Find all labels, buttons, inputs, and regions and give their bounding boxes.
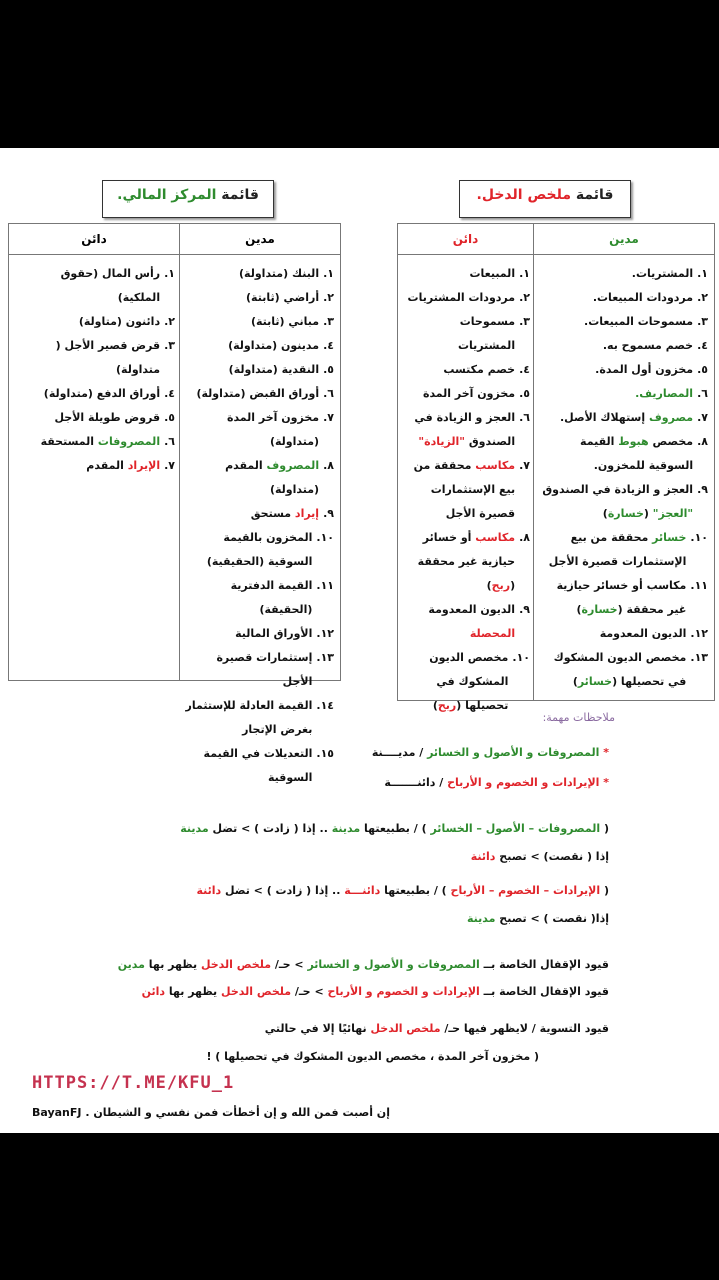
text-segment: خصم مسموح به. [602,339,694,352]
item-number: ٦. [697,387,708,400]
item-text [538,526,686,574]
list-item [185,406,334,454]
text-segment: مكاسب [475,531,516,544]
item-text [538,646,686,694]
text-segment: ) [602,507,608,520]
text-segment: ( [643,507,653,520]
item-number: ٨. [519,531,530,544]
list-item [538,262,708,286]
item-number: ١٠. [690,531,708,544]
position-title-highlight: المركز المالي. [117,187,217,203]
text-segment: القيمة الدفترية (الحقيقة) [230,579,313,616]
list-item [185,334,334,358]
item-number: ٥. [164,411,175,424]
text-segment: مدينة [467,912,496,925]
item-number: ٨. [697,435,708,448]
text-segment: دائن [141,985,166,998]
text-segment: مردودات المشتريات [407,291,516,304]
item-number: ٣. [519,315,530,328]
item-number: ٤. [519,363,530,376]
note-line [206,1050,539,1063]
item-text [404,646,508,718]
item-number: ٤. [697,339,708,352]
list-item [538,310,708,334]
text-segment: ) [576,603,582,616]
text-segment: مخزون أول المدة. [595,363,694,376]
text-segment: مكاسب [475,459,516,472]
item-text [404,454,515,526]
item-text [185,286,319,310]
list-item [538,406,708,430]
item-number: ٤. [164,387,175,400]
text-segment: مدينة [180,822,209,835]
text-segment: المستحقة [40,435,98,448]
text-segment: خسائر [577,675,613,688]
text-segment: دائنـــة [344,884,381,897]
item-number: ٥. [519,387,530,400]
text-segment: خسائر [652,531,687,544]
text-segment: ) [432,699,438,712]
note-line [196,884,609,897]
item-number: ٣. [697,315,708,328]
text-segment: ) [486,579,492,592]
text-segment: العجز و الزيادة في الصندوق [542,483,694,496]
text-segment: > حـ/ [291,985,328,998]
text-segment: الديون المعدومة [428,603,516,616]
item-text [404,262,515,286]
text-segment: مصروف [648,411,694,424]
text-segment: قيود الإقفال الخاصة بــ [479,985,609,998]
item-number: ١٥. [316,747,334,760]
text-segment: دائنة [196,884,222,897]
income-statement-title [459,180,631,218]
list-item [15,382,175,406]
text-segment: > حـ/ [271,958,308,971]
list-item [15,430,175,454]
list-item [185,454,334,502]
text-segment: دائنون (متاولة) [78,315,161,328]
text-segment: إذا ( نقصت) > تصبح [495,850,609,863]
text-segment: مخزون آخر المدة [422,387,516,400]
item-number: ١٠. [512,651,530,664]
item-number: ١١. [316,579,334,592]
item-number: ١٣. [316,651,334,664]
text-segment: مخزون آخر المدة (متداولة) [226,411,320,448]
list-item [404,526,530,598]
list-item [404,310,530,358]
text-segment: المحصلة [469,627,516,640]
list-item [404,454,530,526]
list-item [538,430,708,478]
note-line [118,958,609,971]
text-segment: مسموحات المبيعات. [584,315,694,328]
list-item [404,262,530,286]
text-segment: المصروف [266,459,320,472]
text-segment: مخصص الديون المشكوك في تحصيلها ( [429,651,509,712]
text-segment: النقدية (متداولة) [228,363,320,376]
item-text [15,430,160,454]
item-text [15,382,160,406]
text-segment: مستحق [250,507,295,520]
text-segment: ) [572,675,578,688]
list-item [15,310,175,334]
text-segment: المصروفات و الأصول و الخسائر [427,746,600,759]
text-segment: ) / بطبيعتها [360,822,431,835]
notes-title: ملاحظات مهمة: [542,711,615,724]
list-item [185,694,334,742]
item-text [404,598,515,646]
text-segment: مخصص الديون المشكوك في تحصيلها ( [553,651,687,688]
list-item [538,286,708,310]
item-text [15,262,160,310]
item-number: ٨. [323,459,334,472]
item-text [15,454,160,478]
income-title-highlight: ملخص الدخل. [476,187,572,203]
item-number: ٧. [164,459,175,472]
list-item [185,382,334,406]
item-text [538,406,693,430]
item-text [185,262,319,286]
text-segment: الإيرادات و الخصوم و الأرباح [327,985,480,998]
text-segment: "الزيادة" [418,435,465,448]
item-text [538,430,693,478]
text-segment: العجز و الزيادة في الصندوق [414,411,516,448]
income-debit-header: مدين [609,232,639,246]
item-number: ٥. [323,363,334,376]
text-segment: رأس المال (حقوق الملكية) [60,267,161,304]
text-segment: أوراق القبض (متداولة) [196,387,320,400]
text-segment: إستثمارات قصيرة الأجل [216,651,313,688]
text-segment: يظهر بها [144,958,201,971]
item-number: ٩. [519,603,530,616]
financial-position-title [102,180,274,218]
text-segment: محققة من بيع الإستثمارات قصيرة الأجل [548,531,687,568]
item-number: ٢. [697,291,708,304]
item-text [404,286,515,310]
item-text [538,334,693,358]
item-number: ٣. [323,315,334,328]
text-segment: .. إذا ( زادت ) > تضل [221,884,345,897]
text-segment: محققة من بيع الإستثمارات قصيرة الأجل [413,459,516,520]
item-number: ٧. [519,459,530,472]
text-segment: المخزون بالقيمة السوقية (الحقيقية) [206,531,313,568]
item-text [538,262,693,286]
list-item [538,526,708,574]
text-segment: ملخص الدخل [200,958,272,971]
item-text [185,334,319,358]
item-text [404,382,515,406]
text-segment: يظهر بها [165,985,221,998]
text-segment: / مديــــنة [371,746,428,759]
list-item [538,646,708,694]
text-segment: المقدم (متداولة) [225,459,320,496]
list-item [538,334,708,358]
item-number: ٢. [323,291,334,304]
item-number: ١. [697,267,708,280]
note-line [180,822,609,835]
financial-position-table [8,223,341,784]
text-segment: الإيرادات و الخصوم و الأرباح [447,776,600,789]
text-segment: * [599,776,609,789]
item-number: ١. [519,267,530,280]
position-title-prefix: قائمة [216,187,259,203]
item-text [185,454,319,502]
list-item [538,622,708,646]
item-text [404,406,515,454]
note-line [265,1022,609,1035]
item-number: ٧. [323,411,334,424]
text-segment: ) / بطبيعتها [380,884,451,897]
item-number: ٢. [164,315,175,328]
item-text [538,286,693,310]
position-debit-list [185,262,334,790]
document-page [0,148,719,1133]
text-segment: إذا( نقصت ) > تصبح [495,912,609,925]
list-item [15,334,175,382]
text-segment: القيمة العادلة للإستثمار بغرض الإتجار [185,699,313,736]
list-item [404,598,530,646]
income-debit-list [538,262,708,694]
text-segment: ( [600,884,609,897]
item-text [404,310,515,358]
item-text [404,526,515,598]
telegram-link[interactable]: HTTPS://T.ME/KFU_1 [32,1073,235,1093]
text-segment: قرض قصير الأجل ( متداولة) [55,339,161,376]
item-text [538,382,693,406]
item-number: ١١. [690,579,708,592]
item-number: ٦. [519,411,530,424]
list-item [15,454,175,478]
item-number: ٩. [697,483,708,496]
income-title-prefix: قائمة [571,187,614,203]
text-segment: مدينة [331,822,361,835]
text-segment: مباني (ثابتة) [250,315,320,328]
text-segment: المصروفات [97,435,161,448]
item-text [185,574,312,622]
text-segment: الديون المعدومة [599,627,687,640]
text-segment: مردودات المبيعات. [592,291,694,304]
text-segment: قيود التسوية / لايظهر فيها حـ/ [440,1022,609,1035]
text-segment: ملخص الدخل [221,985,292,998]
text-segment: * [599,746,609,759]
text-segment: مدينون (متداولة) [228,339,320,352]
text-segment: المصروفات – الأصول – الخسائر [430,822,601,835]
text-segment: مدين [117,958,145,971]
footer-text: إن أصبت فمن الله و إن أخطأت فمن نفسي و الشيطان . BayanFJ [32,1106,390,1119]
text-segment: مكاسب أو خسائر حيازية غير محققة ( [556,579,687,616]
item-text [185,406,319,454]
list-item [185,502,334,526]
item-number: ٦. [323,387,334,400]
text-segment: أو خسائر حيازية غير محققة ( [417,531,516,592]
note-line [467,912,609,925]
item-text [15,310,160,334]
text-segment: المصروفات و الأصول و الخسائر [307,958,480,971]
income-statement-table [397,223,715,712]
list-item [404,358,530,382]
text-segment: أراضي (ثابتة) [246,291,320,304]
item-number: ٦. [164,435,175,448]
item-number: ١٤. [316,699,334,712]
item-text [538,622,686,646]
list-item [185,574,334,622]
text-segment: خسارة [607,507,644,520]
text-segment: دائنة [470,850,496,863]
item-number: ٤. [323,339,334,352]
list-item [185,262,334,286]
text-segment: المقدم [86,459,128,472]
text-segment: أوراق الدفع (متداولة) [43,387,161,400]
item-number: ١٠. [316,531,334,544]
list-item [538,478,708,526]
item-text [538,574,686,622]
item-text [15,406,160,430]
item-text [185,382,319,406]
note-line [372,746,609,759]
note-line [471,850,609,863]
text-segment: "العجز" [652,507,694,520]
list-item [185,646,334,694]
text-segment: المصاريف. [635,387,694,400]
item-text [185,502,319,526]
list-item [185,358,334,382]
list-item [185,310,334,334]
text-segment: خصم مكتسب [443,363,516,376]
item-text [538,358,693,382]
item-number: ١. [164,267,175,280]
item-text [185,622,312,646]
item-number: ١٢. [316,627,334,640]
text-segment: مخصص [648,435,694,448]
text-segment: التعديلات في القيمة السوقية [203,747,313,784]
list-item [15,262,175,310]
text-segment: نهائيًا إلا في حالتي [264,1022,371,1035]
text-segment: خسارة [581,603,618,616]
item-text [185,310,319,334]
position-debit-header: مدين [245,232,275,246]
text-segment: مسموحات المشتريات [457,315,516,352]
text-segment: الإيراد [127,459,161,472]
item-number: ١٣. [690,651,708,664]
item-text [185,742,312,790]
text-segment: إستهلاك الأصل. [559,411,649,424]
list-item [404,286,530,310]
text-segment: ( مخزون آخر المدة ، مخصص الديون المشكوك في تحصيلها ) ! [206,1050,539,1063]
position-credit-header: دائن [81,232,107,246]
list-item [538,358,708,382]
text-segment: ربح [491,579,511,592]
list-item [404,406,530,454]
text-segment: ملخص الدخل [370,1022,441,1035]
item-number: ١٢. [690,627,708,640]
item-text [185,694,312,742]
list-item [404,646,530,718]
text-segment: القيمة السوقية للمخزون. [580,435,694,472]
list-item [538,574,708,622]
text-segment: المشتريات. [631,267,694,280]
income-credit-header: دائن [452,232,479,246]
item-number: ٢. [519,291,530,304]
text-segment: الإيرادات – الخصوم – الأرباح [450,884,601,897]
text-segment: .. إذا ( زادت ) > تضل [208,822,332,835]
text-segment: إيراد [294,507,320,520]
item-number: ٥. [697,363,708,376]
item-text [185,358,319,382]
item-number: ١. [323,267,334,280]
item-text [185,646,312,694]
item-number: ٩. [323,507,334,520]
list-item [15,406,175,430]
text-segment: قيود الإقفال الخاصة بــ [479,958,609,971]
text-segment: البنك (متداولة) [239,267,320,280]
list-item [404,382,530,406]
item-text [538,478,693,526]
list-item [185,622,334,646]
list-item [538,382,708,406]
item-text [15,334,160,382]
item-text [538,310,693,334]
list-item [185,742,334,790]
item-number: ٧. [697,411,708,424]
text-segment: قروض طويلة الأجل [54,411,161,424]
text-segment: المبيعات [469,267,516,280]
position-credit-list [15,262,175,478]
note-line [384,776,609,789]
text-segment: ( [600,822,609,835]
text-segment: ربح [437,699,457,712]
list-item [185,286,334,310]
income-credit-list [404,262,530,718]
item-text [404,358,515,382]
item-text [185,526,312,574]
note-line [142,985,609,998]
text-segment: الأوراق المالية [235,627,313,640]
text-segment: / دائنـــــــة [384,776,448,789]
text-segment: هبوط [618,435,649,448]
item-number: ٣. [164,339,175,352]
list-item [185,526,334,574]
